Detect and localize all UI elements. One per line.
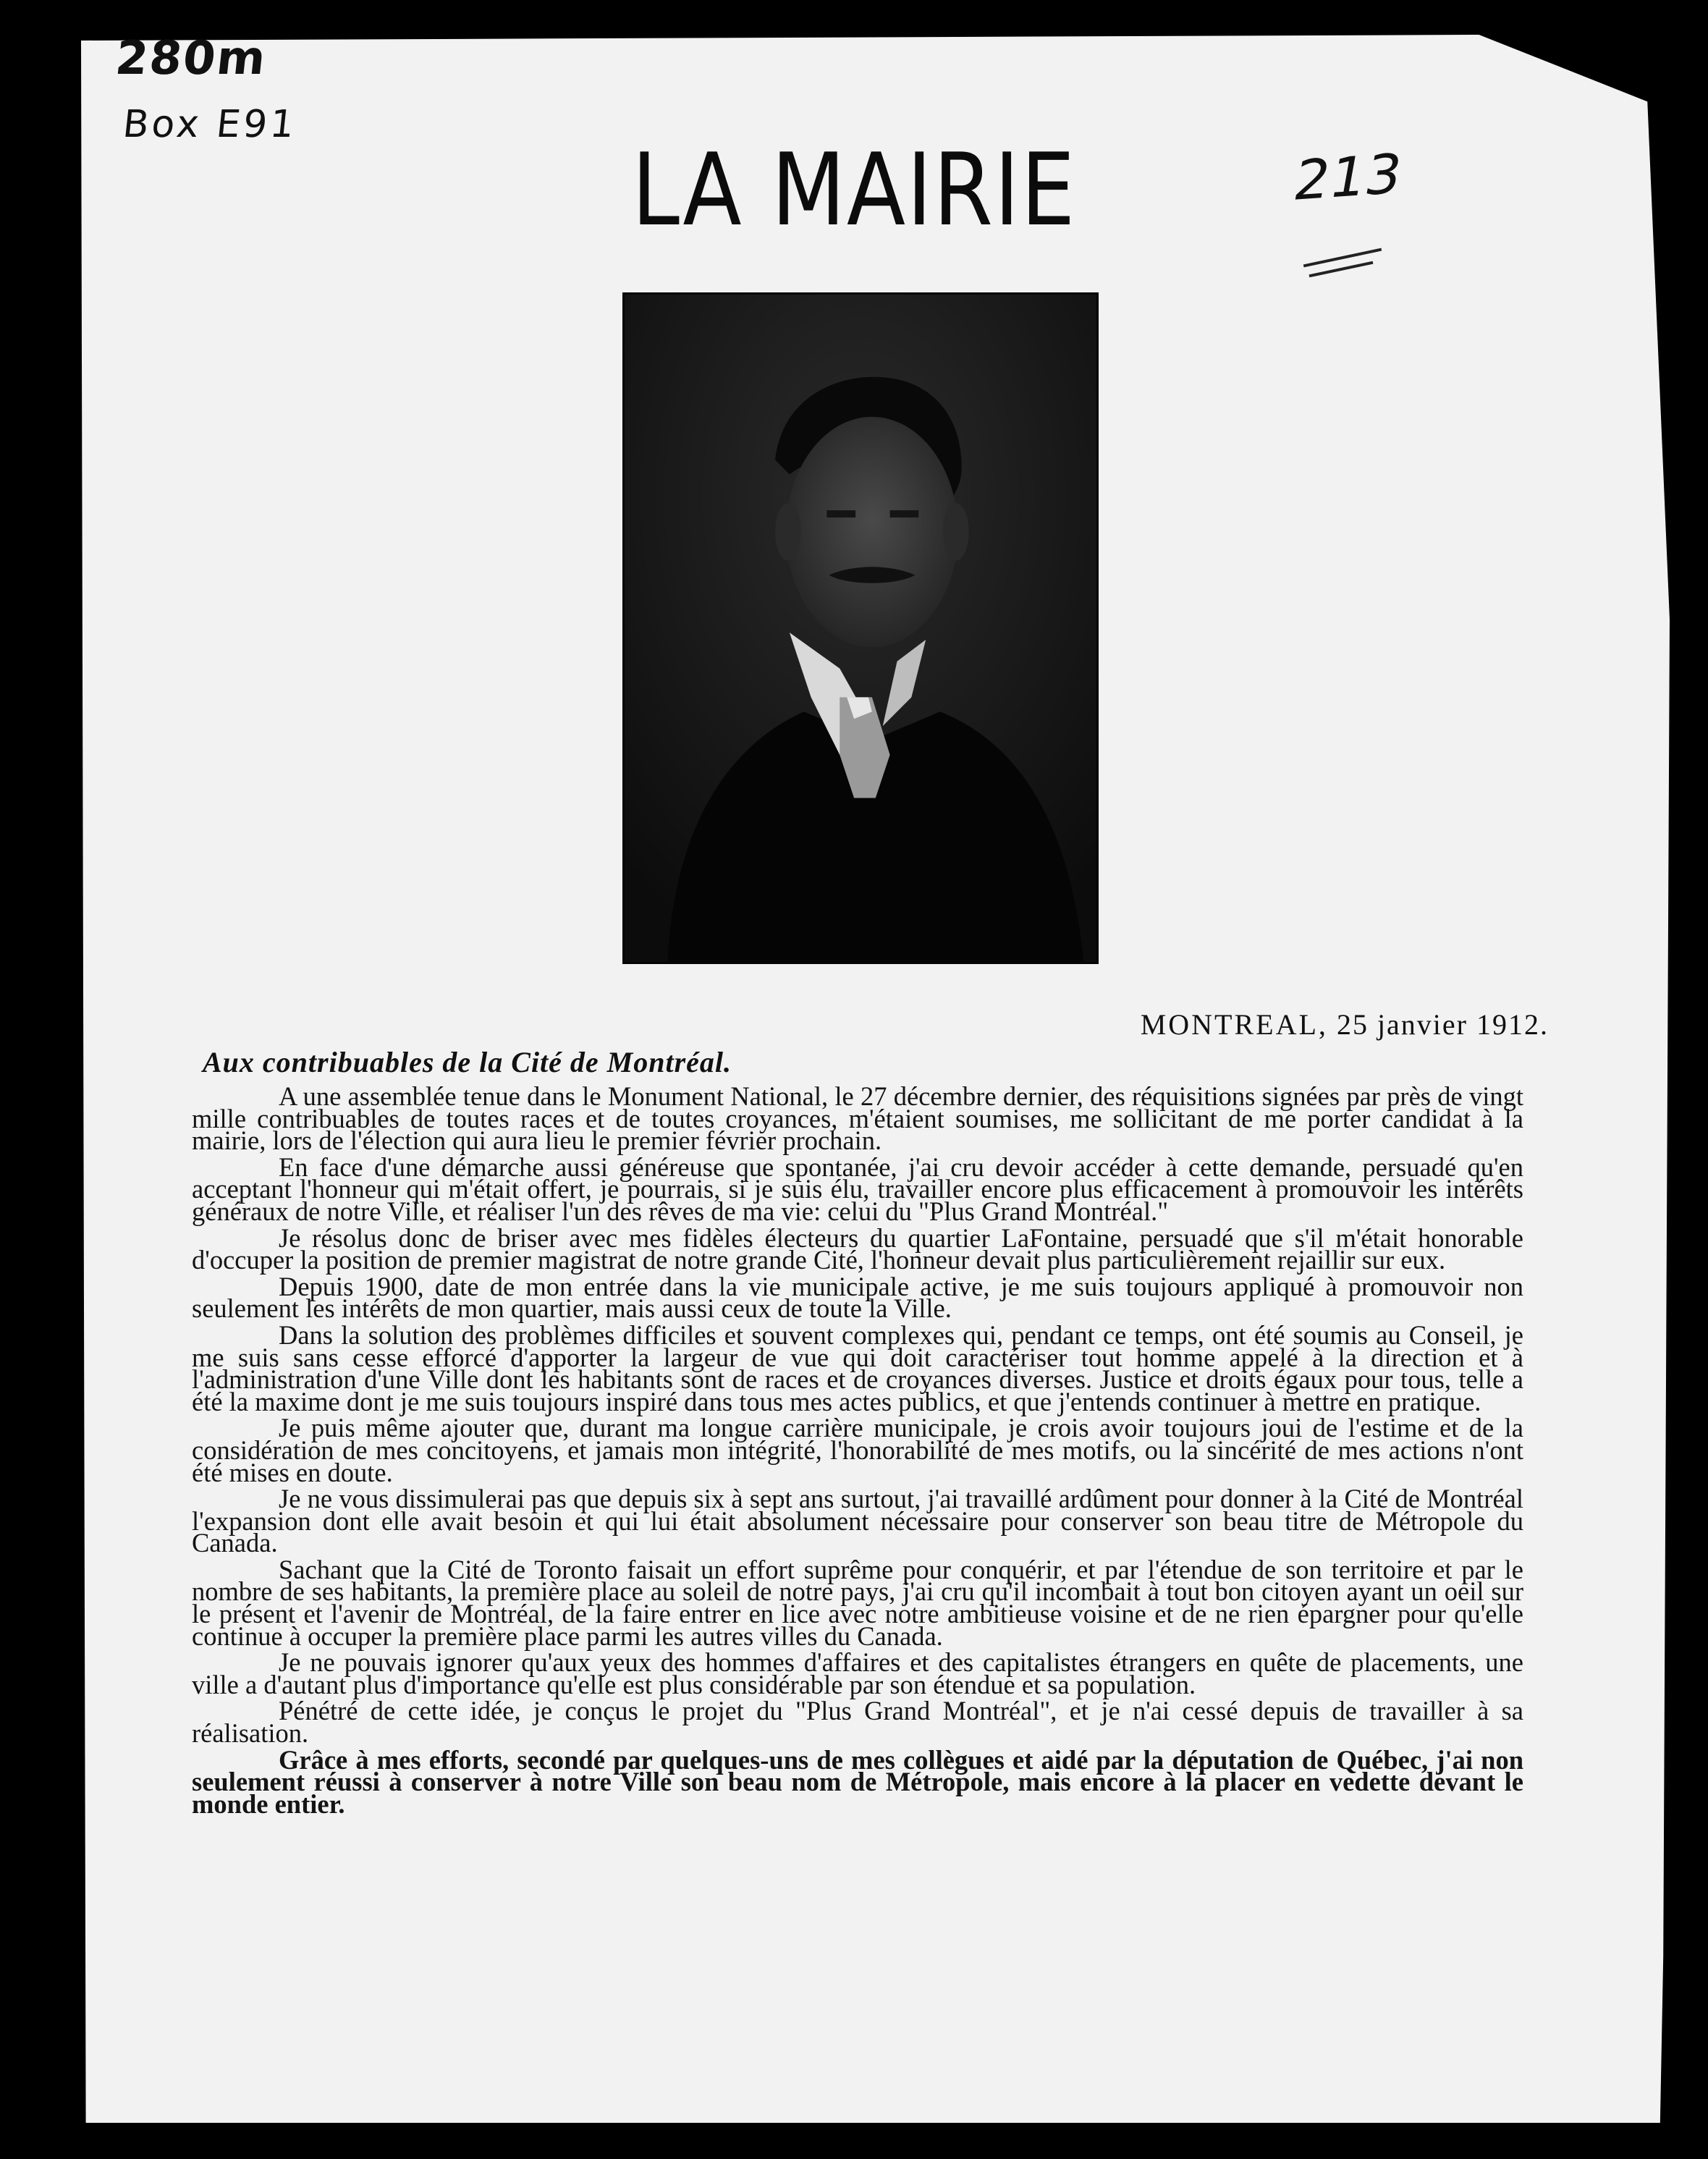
dateline-date: 25 janvier 1912. bbox=[1336, 1008, 1549, 1041]
handwritten-reference: 280m bbox=[113, 32, 270, 85]
paragraph: A une assemblée tenue dans le Monument National, le 27 décembre dernier, des réquisitions signées par près de vingt mille contribuables de toutes races et de toutes croyances, m'étaient soumises, me sollicitant de me porter candidat à la mairie, lors de l'élection qui aura lieu le premier février prochain. bbox=[192, 1081, 1523, 1156]
paragraph: Je ne pouvais ignorer qu'aux yeux des hommes d'affaires et des capitalistes étrangers en quête de placements, une ville a d'autant plus d'importance qu'elle est plus considérable par son étendue et sa population. bbox=[192, 1647, 1523, 1699]
paragraph: Je résolus donc de briser avec mes fidèles électeurs du quartier LaFontaine, persuadé que s'il m'était honorable d'occuper la position de premier magistrat de notre grande Cité, l'honneur devait plus particulièrement rejaillir sur eux. bbox=[192, 1222, 1523, 1275]
paragraph: Grâce à mes efforts, secondé par quelques-uns de mes collègues et aidé par la députation de Québec, j'ai non seulement réussi à conserver à notre Ville son beau nom de Métropole, mais encore à la placer en vedette devant le monde entier. bbox=[192, 1744, 1523, 1819]
page-edge bbox=[1667, 80, 1682, 2077]
portrait-image bbox=[625, 295, 1096, 962]
handwritten-box-label: Box E91 bbox=[120, 103, 300, 146]
letter-body bbox=[192, 1081, 1523, 1820]
paragraph: Depuis 1900, date de mon entrée dans la vie municipale active, je me suis toujours appliqué à promouvoir non seulement les intérêts de mon quartier, mais aussi ceux de toute la Ville. bbox=[192, 1271, 1523, 1324]
paragraph: En face d'une démarche aussi généreuse que spontanée, j'ai cru devoir accéder à cette demande, persuadé qu'en acceptant l'honneur qui m'était offert, je pourrais, si je suis élu, travailler encore plus efficacement à promouvoir les intérêts généraux de notre Ville, et réaliser l'un des rêves de ma vie: celui du "Plus Grand Montréal." bbox=[192, 1152, 1523, 1226]
paragraph: Je ne vous dissimulerai pas que depuis six à sept ans surtout, j'ai travaillé ardûment pour donner à la Cité de Montréal l'expansion dont elle avait besoin et qui lui était absolument nécessaire pour conserver son beau titre de Métropole du Canada. bbox=[192, 1484, 1523, 1558]
paragraph: Je puis même ajouter que, durant ma longue carrière municipale, je crois avoir toujours joui de l'estime et de la considération de mes concitoyens, et jamais mon intégrité, l'honorabilité de mes motifs, ou la sincérité de mes actions n'ont été mises en doute. bbox=[192, 1413, 1523, 1487]
portrait-photo bbox=[622, 292, 1099, 964]
page-title: LA MAIRIE bbox=[631, 132, 1077, 248]
paragraph: Pénétré de cette idée, je conçus le projet du "Plus Grand Montréal", et je n'ai cessé depuis de travailler à sa réalisation. bbox=[192, 1696, 1523, 1749]
dateline bbox=[1141, 1007, 1549, 1042]
paragraph: Sachant que la Cité de Toronto faisait un effort suprême pour conquérir, et par l'étendue de son territoire et par le nombre de ses habitants, la première place au soleil de notre pays, j'ai cru qu'il incombait à tout bon citoyen ayant un oeil sur le présent et l'avenir de Montréal, de la faire entrer en lice avec notre ambitieuse voisine et de ne rien épargner pour qu'elle continue à occuper la première place parmi les autres villes du Canada. bbox=[192, 1554, 1523, 1651]
salutation: Aux contribuables de la Cité de Montréal. bbox=[203, 1046, 732, 1078]
handwritten-folio-number: 213 bbox=[1288, 141, 1408, 213]
paragraph: Dans la solution des problèmes difficiles et souvent complexes qui, pendant ce temps, ont été soumis au Conseil, je me suis sans cesse efforcé d'apporter la largeur de vue qui doit caractériser tout homme appelé à la direction et à l'administration d'une Ville dont les habitants sont de races et de croyances diverses. Justice et droits égaux pour tous, telle a été la maxime dont je me suis toujours inspiré dans tous mes actes publics, et que j'entends continuer à mettre en pratique. bbox=[192, 1319, 1523, 1416]
dateline-town: MONTREAL, bbox=[1140, 1008, 1328, 1041]
